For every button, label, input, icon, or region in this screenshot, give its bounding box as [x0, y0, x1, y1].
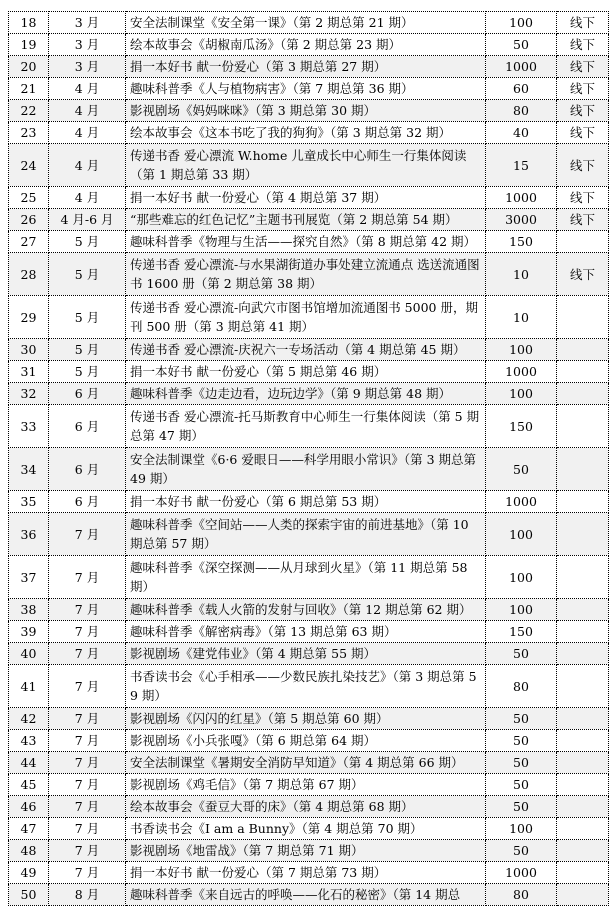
- month-cell: 4 月: [49, 78, 126, 100]
- table-row: [9, 231, 609, 253]
- month-cell: 5 月: [49, 253, 126, 296]
- activity-table-body: [9, 12, 609, 906]
- activity-title-cell: 绘本故事会《这本书吃了我的狗狗》（第 3 期总第 32 期）: [126, 122, 486, 144]
- table-row: [9, 774, 609, 796]
- row-number-cell: 35: [9, 491, 49, 513]
- row-number-cell: 42: [9, 708, 49, 730]
- row-number-cell: 25: [9, 187, 49, 209]
- participant-count-cell: 50: [486, 730, 557, 752]
- activity-title-cell: 捐一本好书 献一份爱心（第 6 期总第 53 期）: [126, 491, 486, 513]
- mode-cell: [557, 599, 609, 621]
- participant-count-cell: 1000: [486, 56, 557, 78]
- table-row: [9, 12, 609, 34]
- activity-title-cell: 绘本故事会《蚕豆大哥的床》（第 4 期总第 68 期）: [126, 796, 486, 818]
- participant-count-cell: 60: [486, 78, 557, 100]
- table-row: [9, 708, 609, 730]
- month-cell: 7 月: [49, 818, 126, 840]
- participant-count-cell: 100: [486, 556, 557, 599]
- month-cell: 4 月: [49, 144, 126, 187]
- table-row: [9, 643, 609, 665]
- table-row: [9, 383, 609, 405]
- activity-title-cell: 影视剧场《妈妈咪咪》（第 3 期总第 30 期）: [126, 100, 486, 122]
- mode-cell: [557, 665, 609, 708]
- month-cell: 3 月: [49, 56, 126, 78]
- row-number-cell: 43: [9, 730, 49, 752]
- month-cell: 7 月: [49, 556, 126, 599]
- activity-title-cell: 影视剧场《鸡毛信》（第 7 期总第 67 期）: [126, 774, 486, 796]
- mode-cell: [557, 752, 609, 774]
- mode-cell: 线下: [557, 122, 609, 144]
- month-cell: 5 月: [49, 231, 126, 253]
- row-number-cell: 40: [9, 643, 49, 665]
- activity-title-cell: 传递书香 爱心漂流 W.home 儿童成长中心师生一行集体阅读（第 1 期总第 33 期）: [126, 144, 486, 187]
- mode-cell: [557, 296, 609, 339]
- month-cell: 7 月: [49, 621, 126, 643]
- mode-cell: [557, 361, 609, 383]
- table-row: [9, 34, 609, 56]
- table-row: [9, 556, 609, 599]
- activity-title-cell: 捐一本好书 献一份爱心（第 4 期总第 37 期）: [126, 187, 486, 209]
- month-cell: 7 月: [49, 599, 126, 621]
- row-number-cell: 45: [9, 774, 49, 796]
- activity-title-cell: 趣味科普季《人与植物病害》（第 7 期总第 36 期）: [126, 78, 486, 100]
- month-cell: 5 月: [49, 361, 126, 383]
- table-row: [9, 752, 609, 774]
- row-number-cell: 18: [9, 12, 49, 34]
- row-number-cell: 28: [9, 253, 49, 296]
- mode-cell: [557, 448, 609, 491]
- row-number-cell: 29: [9, 296, 49, 339]
- activity-title-cell: 传递书香 爱心漂流-托马斯教育中心师生一行集体阅读（第 5 期总第 47 期）: [126, 405, 486, 448]
- participant-count-cell: 50: [486, 774, 557, 796]
- participant-count-cell: 150: [486, 621, 557, 643]
- activity-title-cell: 安全法制课堂《暑期安全消防早知道》（第 4 期总第 66 期）: [126, 752, 486, 774]
- activity-table: [8, 11, 609, 906]
- mode-cell: 线下: [557, 12, 609, 34]
- mode-cell: 线下: [557, 253, 609, 296]
- activity-title-cell: 传递书香 爱心漂流-庆祝六一专场活动（第 4 期总第 45 期）: [126, 339, 486, 361]
- mode-cell: 线下: [557, 78, 609, 100]
- month-cell: 4 月: [49, 100, 126, 122]
- activity-title-cell: 趣味科普季《来自远古的呼唤——化石的秘密》（第 14 期总: [126, 884, 486, 906]
- activity-title-cell: 捐一本好书 献一份爱心（第 3 期总第 27 期）: [126, 56, 486, 78]
- row-number-cell: 37: [9, 556, 49, 599]
- row-number-cell: 23: [9, 122, 49, 144]
- row-number-cell: 48: [9, 840, 49, 862]
- table-row: [9, 513, 609, 556]
- month-cell: 7 月: [49, 752, 126, 774]
- table-row: [9, 209, 609, 231]
- table-row: [9, 621, 609, 643]
- participant-count-cell: 50: [486, 796, 557, 818]
- row-number-cell: 41: [9, 665, 49, 708]
- mode-cell: [557, 405, 609, 448]
- mode-cell: [557, 862, 609, 884]
- activity-title-cell: 趣味科普季《载人火箭的发射与回收》（第 12 期总第 62 期）: [126, 599, 486, 621]
- row-number-cell: 26: [9, 209, 49, 231]
- activity-title-cell: 安全法制课堂《安全第一课》（第 2 期总第 21 期）: [126, 12, 486, 34]
- mode-cell: 线下: [557, 144, 609, 187]
- month-cell: 3 月: [49, 34, 126, 56]
- participant-count-cell: 3000: [486, 209, 557, 231]
- row-number-cell: 46: [9, 796, 49, 818]
- participant-count-cell: 150: [486, 405, 557, 448]
- month-cell: 6 月: [49, 405, 126, 448]
- month-cell: 4 月: [49, 122, 126, 144]
- row-number-cell: 44: [9, 752, 49, 774]
- table-row: [9, 78, 609, 100]
- activity-title-cell: 传递书香 爱心漂流-与水果湖街道办事处建立流通点 选送流通图书 1600 册（第 2 期总第 38 期）: [126, 253, 486, 296]
- participant-count-cell: 100: [486, 599, 557, 621]
- mode-cell: [557, 774, 609, 796]
- row-number-cell: 50: [9, 884, 49, 906]
- participant-count-cell: 100: [486, 339, 557, 361]
- table-row: [9, 840, 609, 862]
- table-row: [9, 100, 609, 122]
- month-cell: 7 月: [49, 796, 126, 818]
- mode-cell: 线下: [557, 209, 609, 231]
- month-cell: 8 月: [49, 884, 126, 906]
- month-cell: 5 月: [49, 296, 126, 339]
- mode-cell: 线下: [557, 100, 609, 122]
- row-number-cell: 32: [9, 383, 49, 405]
- row-number-cell: 22: [9, 100, 49, 122]
- participant-count-cell: 10: [486, 296, 557, 339]
- activity-title-cell: 趣味科普季《边走边看，边玩边学》（第 9 期总第 48 期）: [126, 383, 486, 405]
- participant-count-cell: 40: [486, 122, 557, 144]
- table-row: [9, 253, 609, 296]
- participant-count-cell: 100: [486, 383, 557, 405]
- month-cell: 3 月: [49, 12, 126, 34]
- participant-count-cell: 1000: [486, 187, 557, 209]
- row-number-cell: 34: [9, 448, 49, 491]
- month-cell: 6 月: [49, 491, 126, 513]
- row-number-cell: 47: [9, 818, 49, 840]
- participant-count-cell: 1000: [486, 361, 557, 383]
- row-number-cell: 39: [9, 621, 49, 643]
- mode-cell: 线下: [557, 34, 609, 56]
- table-row: [9, 491, 609, 513]
- activity-title-cell: 安全法制课堂《6·6 爱眼日——科学用眼小常识》（第 3 期总第 49 期）: [126, 448, 486, 491]
- mode-cell: [557, 840, 609, 862]
- mode-cell: [557, 796, 609, 818]
- activity-title-cell: “那些难忘的红色记忆”主题书刊展览（第 2 期总第 54 期）: [126, 209, 486, 231]
- activity-title-cell: 趣味科普季《深空探测——从月球到火星》（第 11 期总第 58 期）: [126, 556, 486, 599]
- table-row: [9, 56, 609, 78]
- mode-cell: 线下: [557, 187, 609, 209]
- activity-title-cell: 传递书香 爱心漂流-向武穴市图书馆增加流通图书 5000 册，期刊 500 册（第 3 期总第 41 期）: [126, 296, 486, 339]
- participant-count-cell: 50: [486, 34, 557, 56]
- table-row: [9, 599, 609, 621]
- activity-title-cell: 趣味科普季《空间站——人类的探索宇宙的前进基地》（第 10 期总第 57 期）: [126, 513, 486, 556]
- mode-cell: [557, 513, 609, 556]
- table-row: [9, 818, 609, 840]
- participant-count-cell: 1000: [486, 862, 557, 884]
- participant-count-cell: 50: [486, 708, 557, 730]
- row-number-cell: 21: [9, 78, 49, 100]
- mode-cell: [557, 818, 609, 840]
- participant-count-cell: 100: [486, 12, 557, 34]
- mode-cell: [557, 884, 609, 906]
- activity-title-cell: 绘本故事会《胡椒南瓜汤》（第 2 期总第 23 期）: [126, 34, 486, 56]
- row-number-cell: 30: [9, 339, 49, 361]
- participant-count-cell: 80: [486, 665, 557, 708]
- mode-cell: [557, 708, 609, 730]
- participant-count-cell: 50: [486, 448, 557, 491]
- activity-title-cell: 影视剧场《地雷战》（第 7 期总第 71 期）: [126, 840, 486, 862]
- mode-cell: [557, 730, 609, 752]
- row-number-cell: 36: [9, 513, 49, 556]
- month-cell: 5 月: [49, 339, 126, 361]
- participant-count-cell: 10: [486, 253, 557, 296]
- month-cell: 7 月: [49, 840, 126, 862]
- month-cell: 7 月: [49, 862, 126, 884]
- activity-title-cell: 趣味科普季《物理与生活——探究自然》（第 8 期总第 42 期）: [126, 231, 486, 253]
- activity-title-cell: 捐一本好书 献一份爱心（第 5 期总第 46 期）: [126, 361, 486, 383]
- participant-count-cell: 150: [486, 231, 557, 253]
- activity-title-cell: 影视剧场《建党伟业》（第 4 期总第 55 期）: [126, 643, 486, 665]
- activity-title-cell: 影视剧场《小兵张嘎》（第 6 期总第 64 期）: [126, 730, 486, 752]
- table-row: [9, 296, 609, 339]
- participant-count-cell: 80: [486, 100, 557, 122]
- month-cell: 7 月: [49, 730, 126, 752]
- row-number-cell: 20: [9, 56, 49, 78]
- month-cell: 7 月: [49, 643, 126, 665]
- participant-count-cell: 50: [486, 752, 557, 774]
- participant-count-cell: 100: [486, 818, 557, 840]
- mode-cell: [557, 383, 609, 405]
- activity-title-cell: 书香读书会《心手相承——少数民族扎染技艺》（第 3 期总第 59 期）: [126, 665, 486, 708]
- participant-count-cell: 15: [486, 144, 557, 187]
- table-row: [9, 884, 609, 906]
- table-row: [9, 862, 609, 884]
- month-cell: 6 月: [49, 383, 126, 405]
- table-row: [9, 665, 609, 708]
- month-cell: 7 月: [49, 774, 126, 796]
- mode-cell: 线下: [557, 56, 609, 78]
- table-row: [9, 730, 609, 752]
- table-row: [9, 339, 609, 361]
- participant-count-cell: 50: [486, 643, 557, 665]
- mode-cell: [557, 556, 609, 599]
- row-number-cell: 49: [9, 862, 49, 884]
- table-row: [9, 187, 609, 209]
- table-row: [9, 796, 609, 818]
- row-number-cell: 19: [9, 34, 49, 56]
- participant-count-cell: 50: [486, 840, 557, 862]
- month-cell: 7 月: [49, 665, 126, 708]
- activity-title-cell: 趣味科普季《解密病毒》（第 13 期总第 63 期）: [126, 621, 486, 643]
- row-number-cell: 38: [9, 599, 49, 621]
- row-number-cell: 27: [9, 231, 49, 253]
- participant-count-cell: 100: [486, 513, 557, 556]
- table-row: [9, 122, 609, 144]
- table-row: [9, 405, 609, 448]
- activity-title-cell: 影视剧场《闪闪的红星》（第 5 期总第 60 期）: [126, 708, 486, 730]
- mode-cell: [557, 339, 609, 361]
- mode-cell: [557, 231, 609, 253]
- mode-cell: [557, 491, 609, 513]
- row-number-cell: 31: [9, 361, 49, 383]
- activity-title-cell: 书香读书会《I am a Bunny》（第 4 期总第 70 期）: [126, 818, 486, 840]
- table-row: [9, 144, 609, 187]
- month-cell: 7 月: [49, 513, 126, 556]
- row-number-cell: 24: [9, 144, 49, 187]
- row-number-cell: 33: [9, 405, 49, 448]
- month-cell: 4 月-6 月: [49, 209, 126, 231]
- mode-cell: [557, 643, 609, 665]
- month-cell: 4 月: [49, 187, 126, 209]
- table-row: [9, 361, 609, 383]
- participant-count-cell: 80: [486, 884, 557, 906]
- participant-count-cell: 1000: [486, 491, 557, 513]
- activity-title-cell: 捐一本好书 献一份爱心（第 7 期总第 73 期）: [126, 862, 486, 884]
- month-cell: 7 月: [49, 708, 126, 730]
- mode-cell: [557, 621, 609, 643]
- month-cell: 6 月: [49, 448, 126, 491]
- table-row: [9, 448, 609, 491]
